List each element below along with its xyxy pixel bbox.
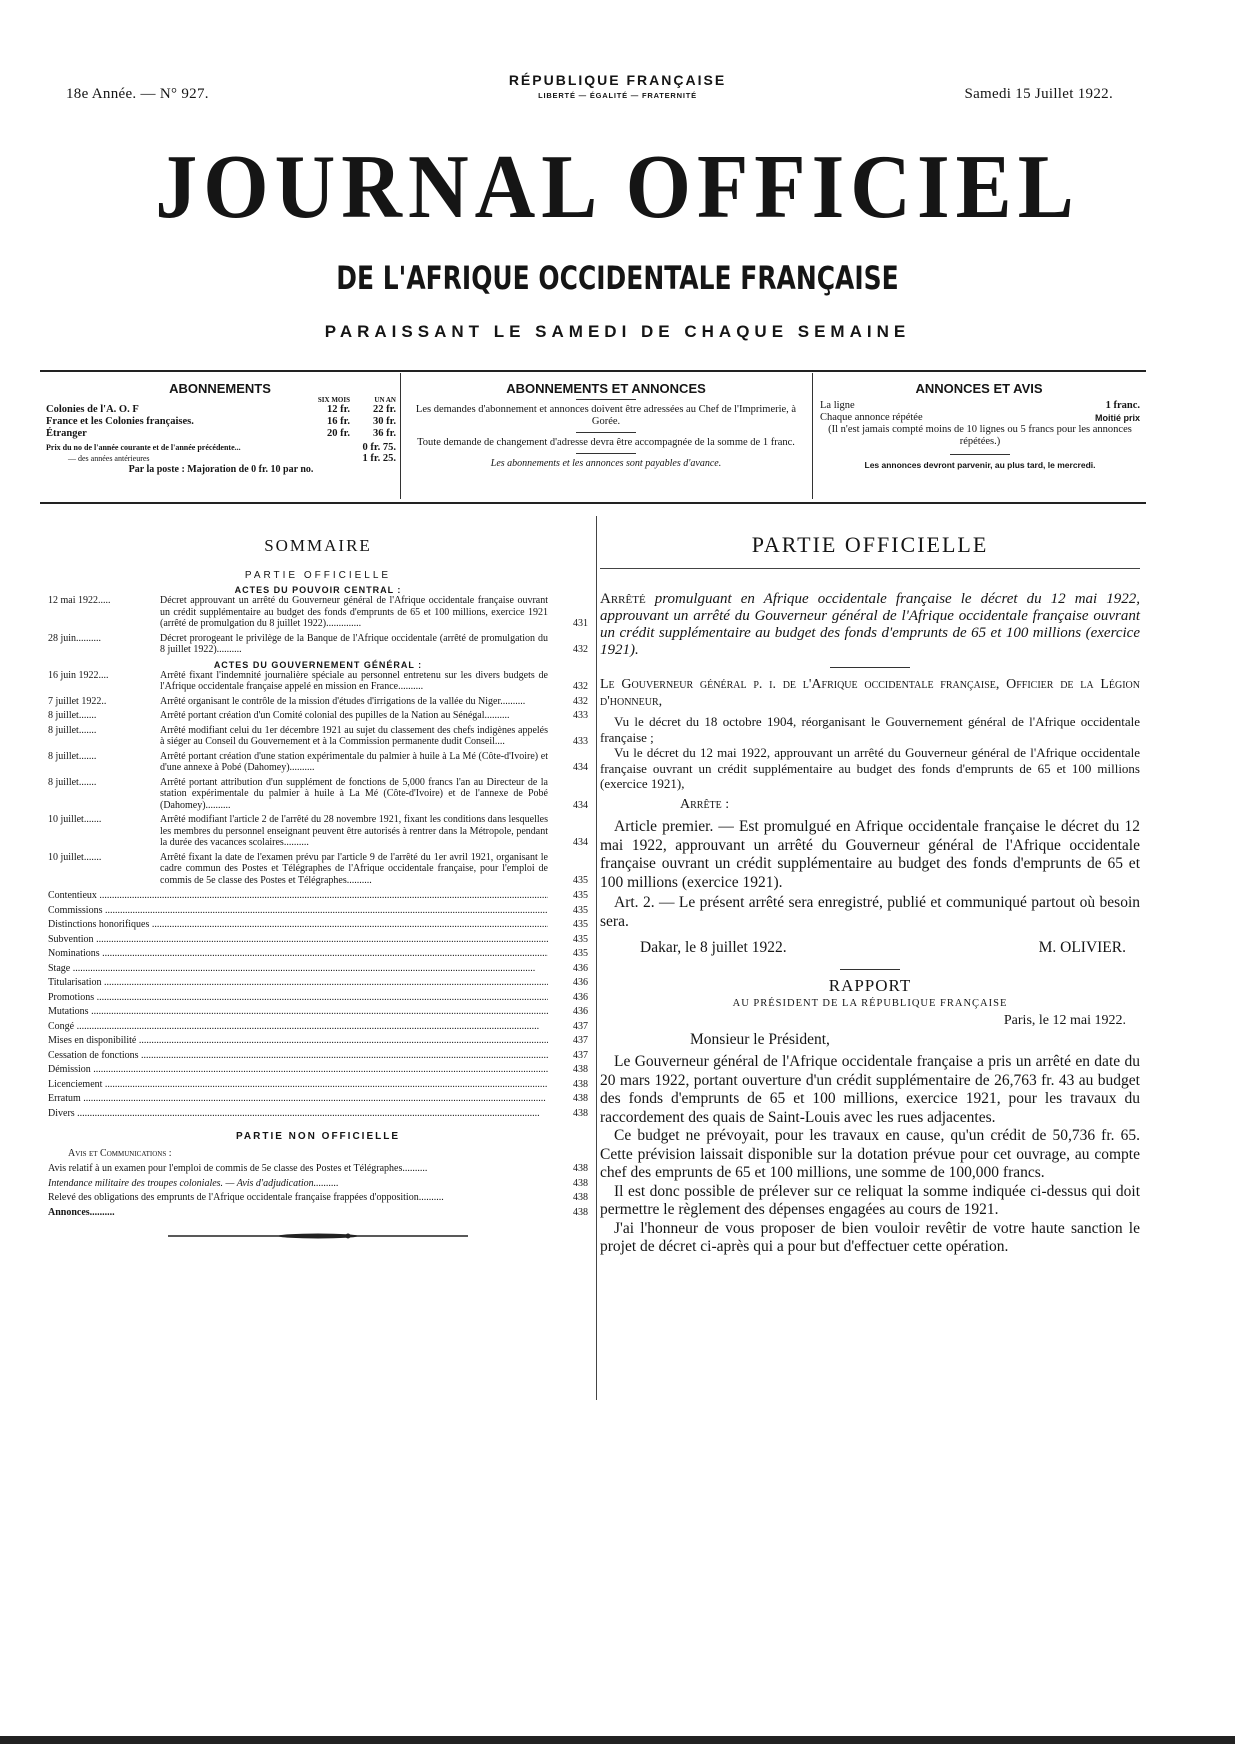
sommaire-partie-non-officielle: PARTIE NON OFFICIELLE bbox=[235, 1131, 401, 1142]
ads-deadline: Les annonces devront parvenir, au plus tard, le mercredi. bbox=[864, 460, 1096, 470]
toc-item: Divers ..... 438 bbox=[48, 1107, 588, 1122]
sommaire-entry: 10 juillet....... Arrêté fixant la date de l'examen prévu par l'article 9 de l'arrêté du 1er avril 1921, organisant le cadre commun des Postes et Télégraphes de l'Afrique occidentale française, pour l'emploi de commis de 5e classe des Postes et Télégraphes.......... 435 bbox=[48, 851, 588, 886]
sommaire-title: SOMMAIRE bbox=[264, 536, 372, 555]
toc-item: Promotions ..... 436 bbox=[48, 991, 588, 1006]
price-previous-years: — des années antérieures 1 fr. 25. bbox=[68, 453, 396, 464]
rapport-para-3: Il est donc possible de prélever sur ce reliquat la somme indiquée ci-dessus qui doit permettre le règlement des dépenses engagées au cours de 1921. bbox=[600, 1182, 1140, 1218]
sommaire-column bbox=[48, 536, 588, 1244]
sommaire-partie-officielle: PARTIE OFFICIELLE bbox=[244, 570, 392, 581]
sommaire-entry: 12 mai 1922..... Décret approuvant un arrêté du Gouverneur général de l'Afrique occidentale française ouvrant un crédit supplémentaire au budget des fonds d'emprunts de 65 et 100 millions, exercice 1921 (arrêté de promulgation du 8 juillet 1922).............. 431 bbox=[48, 595, 588, 629]
sommaire-entry: 10 juillet....... Arrêté modifiant l'article 2 de l'arrêté du 28 novembre 1921, fixant les conditions dans lesquelles les membres du personnel enseignant peuvent être autorisés à rentrer dans la Métropole, pendant la durée des vacances scolaires.......... 434 bbox=[48, 814, 588, 848]
place-date: Dakar, le 8 juillet 1922. bbox=[640, 939, 787, 956]
subscriptions-title: ABONNEMENTS bbox=[169, 381, 271, 396]
toc-item: Démission ..... 438 bbox=[48, 1063, 588, 1078]
journal-title: JOURNAL OFFICIEL bbox=[155, 137, 1080, 238]
sommaire-entry: 8 juillet....... Arrêté portant création d'une station expérimentale du palmier à huile à La Mé (Côte-d'Ivoire) et d'une annexe à Pobé (Dahomey).......... 434 bbox=[48, 750, 588, 773]
rapport-subtitle: AU PRÉSIDENT DE LA RÉPUBLIQUE FRANÇAISE bbox=[732, 998, 1008, 1009]
avis-heading: Avis et Communications : bbox=[68, 1148, 172, 1159]
toc-item: Distinctions honorifiques ..... 435 bbox=[48, 918, 588, 933]
subscription-row: France et les Colonies françaises. 16 fr. 30 fr. bbox=[46, 416, 396, 427]
issue-date: Samedi 15 Juillet 1922. bbox=[964, 86, 1113, 102]
subscriptions-table bbox=[46, 396, 396, 440]
sommaire-entry: Avis relatif à un examen pour l'emploi de commis de 5e classe des Postes et Télégraphes.......... 438 bbox=[48, 1163, 588, 1174]
toc-item: Contentieux ..... 435 bbox=[48, 889, 588, 904]
salutation: Monsieur le Président, bbox=[690, 1031, 830, 1048]
sommaire-toc bbox=[48, 889, 588, 1121]
republic-name: RÉPUBLIQUE FRANÇAISE bbox=[508, 72, 727, 88]
toc-item: Commissions ..... 435 bbox=[48, 904, 588, 919]
subscriptions-ads-text2: Toute demande de changement d'adresse devra être accompagnée de la somme de 1 franc. bbox=[417, 437, 795, 448]
rapport-para-2: Ce budget ne prévoyait, pour les travaux en cause, qu'un crédit de 50,736 fr. 65. Cette prévision laissait disponible sur la dotation prévue pour cet ouvrage, au compte chef des emprunts de 65 et 100 millions, une somme de 100,000 francs. bbox=[600, 1127, 1140, 1181]
rapport-title: RAPPORT bbox=[828, 976, 912, 995]
column-divider bbox=[596, 516, 597, 1400]
sommaire-entry: 8 juillet....... Arrêté portant création d'un Comité colonial des pupilles de la Nation au Sénégal.......... 433 bbox=[48, 710, 588, 721]
col-six-months: SIX MOIS bbox=[317, 396, 350, 404]
subscriptions-ads-title: ABONNEMENTS ET ANNONCES bbox=[506, 381, 706, 396]
ads-repeat-price: Chaque annonce répétée Moitié prix bbox=[820, 412, 1140, 423]
issue-number: 18e Année. — N° 927. bbox=[66, 86, 209, 102]
rapport-para-4: J'ai l'honneur de vous proposer de bien vouloir revêtir de votre haute sanction le projet de décret ci-après qui a pour but d'effectuer cette opération. bbox=[600, 1219, 1140, 1255]
subscription-row: Colonies de l'A. O. F 12 fr. 22 fr. bbox=[46, 404, 396, 415]
toc-item: Mutations ..... 436 bbox=[48, 1005, 588, 1020]
periodicity: PARAISSANT LE SAMEDI DE CHAQUE SEMAINE bbox=[324, 322, 911, 341]
header-rule-bottom bbox=[40, 502, 1146, 504]
toc-item: Cessation de fonctions ..... 437 bbox=[48, 1049, 588, 1064]
toc-item: Erratum ..... 438 bbox=[48, 1092, 588, 1107]
scan-edge bbox=[0, 1736, 1235, 1744]
signature: M. OLIVIER. bbox=[1038, 939, 1126, 956]
subscriptions-ads-text3: Les abonnements et les annonces sont payables d'avance. bbox=[490, 458, 722, 469]
toc-item: Nominations ..... 435 bbox=[48, 947, 588, 962]
ads-line-price: La ligne 1 franc. bbox=[820, 400, 1140, 411]
subscriptions-box bbox=[40, 373, 401, 499]
sommaire-entry: Annonces.......... 438 bbox=[48, 1206, 588, 1218]
end-ornament bbox=[48, 1228, 588, 1244]
toc-item: Congé ..... 437 bbox=[48, 1020, 588, 1035]
signature-line bbox=[600, 939, 1140, 957]
arrete-title: Arrêté promulguant en Afrique occidentale française le décret du 12 mai 1922, approuvant un arrêté du Gouverneur général de l'Afrique occidentale française ouvrant un crédit supplémentaire au budget des fonds d'emprunts de 65 et 100 millions (exercice 1921). bbox=[600, 591, 1141, 658]
partie-officielle-title: PARTIE OFFICIELLE bbox=[751, 532, 989, 557]
toc-item: Titularisation ..... 436 bbox=[48, 976, 588, 991]
toc-item: Licenciement ..... 438 bbox=[48, 1078, 588, 1093]
sommaire-entry: 16 juin 1922.... Arrêté fixant l'indemnité journalière spéciale au personnel entretenu sur les divers budgets de l'Afrique occidentale française appelé en mission en France.......... 432 bbox=[48, 669, 588, 692]
considerant-1: Vu le décret du 18 octobre 1904, réorganisant le Gouvernement général de l'Afrique occidentale française ; bbox=[600, 714, 1140, 745]
sommaire-entry: Intendance militaire des troupes coloniales. — Avis d'adjudication.......... 438 bbox=[48, 1177, 588, 1189]
subscriptions-ads-text1: Les demandes d'abonnement et annonces doivent être adressées au Chef de l'Imprimerie, à Gorée. bbox=[415, 404, 797, 427]
subscription-row: Étranger 20 fr. 36 fr. bbox=[46, 428, 396, 439]
postage-note: Par la poste : Majoration de 0 fr. 10 par no. bbox=[128, 464, 314, 475]
price-current-year: Prix du no de l'année courante et de l'année précédente... 0 fr. 75. bbox=[46, 442, 396, 453]
gouverneur-heading: Le Gouverneur général p. i. de l'Afrique occidentale française, Officier de la Légion d'honneur, bbox=[600, 677, 1140, 709]
partie-officielle-column bbox=[600, 532, 1140, 1257]
ads-box bbox=[812, 373, 1146, 499]
sommaire-entry: 8 juillet....... Arrêté modifiant celui du 1er décembre 1921 au sujet du classement des chefs indigènes appelés à siéger au Conseil du Gouvernement et à la Commission permanente dudit Conseil.... 433 bbox=[48, 724, 588, 747]
article-2: Art. 2. — Le présent arrêté sera enregistré, publié et communiqué partout où besoin sera. bbox=[600, 894, 1140, 930]
rapport-date: Paris, le 12 mai 1922. bbox=[1003, 1013, 1126, 1028]
actes-gouvernement-heading: ACTES DU GOUVERNEMENT GÉNÉRAL : bbox=[213, 659, 423, 670]
ads-title: ANNONCES ET AVIS bbox=[915, 381, 1043, 396]
subscriptions-ads-box bbox=[400, 373, 813, 499]
rapport-para-1: Le Gouverneur général de l'Afrique occidentale française a pris un arrêté en date du 20 mars 1922, portant ouverture d'un crédit supplémentaire de 26,763 fr. 43 au budget des fonds d'emprunts de 65 et 100 millions, exercice 1921, pour les travaux du raccordement des quais de Saint-Louis avec les rues adjacentes. bbox=[600, 1053, 1140, 1126]
journal-subtitle: DE L'AFRIQUE OCCIDENTALE FRANÇAISE bbox=[336, 259, 899, 297]
motto: LIBERTÉ — ÉGALITÉ — FRATERNITÉ bbox=[538, 91, 697, 100]
col-one-year: UN AN bbox=[374, 396, 396, 404]
sommaire-entry: 7 juillet 1922.. Arrêté organisant le contrôle de la mission d'études d'irrigations de la vallée du Niger.......... 432 bbox=[48, 695, 588, 707]
toc-item: Subvention ..... 435 bbox=[48, 933, 588, 948]
toc-item: Mises en disponibilité ..... 437 bbox=[48, 1034, 588, 1049]
ads-note: (Il n'est jamais compté moins de 10 lignes ou 5 francs pour les annonces répétées.) bbox=[828, 424, 1132, 447]
actes-central-heading: ACTES DU POUVOIR CENTRAL : bbox=[234, 585, 402, 595]
considerant-2: Vu le décret du 12 mai 1922, approuvant un arrêté du Gouverneur général de l'Afrique occidentale française ouvrant un crédit supplémentaire au budget des fonds d'emprunts de 65 et 100 millions (exercice 1921), bbox=[600, 745, 1140, 791]
sommaire-entry: 8 juillet....... Arrêté portant attribution d'un supplément de fonctions de 5,000 francs l'an au Directeur de la station expérimentale du palmier à huile à La Mé (Côte-d'Ivoire) et de l'annexe de Pobé (Dahomey).......... 434 bbox=[48, 776, 588, 811]
article-1: Article premier. — Est promulgué en Afrique occidentale française le décret du 12 mai 1922, approuvant un arrêté du Gouverneur général de l'Afrique occidentale française ouvrant un crédit supplémentaire au budget des fonds d'emprunts de 65 et 100 millions (exercice 1921). bbox=[600, 818, 1140, 891]
sommaire-entry: 28 juin.......... Décret prorogeant le privilège de la Banque de l'Afrique occidentale (arrêté de promulgation du 8 juillet 1922).......... 432 bbox=[48, 632, 588, 655]
arrete-word: Arrête : bbox=[680, 796, 730, 812]
header-rule-top bbox=[40, 370, 1146, 372]
sommaire-entry: Relevé des obligations des emprunts de l'Afrique occidentale française frappées d'opposition.......... 438 bbox=[48, 1192, 588, 1203]
toc-item: Stage ..... 436 bbox=[48, 962, 588, 977]
